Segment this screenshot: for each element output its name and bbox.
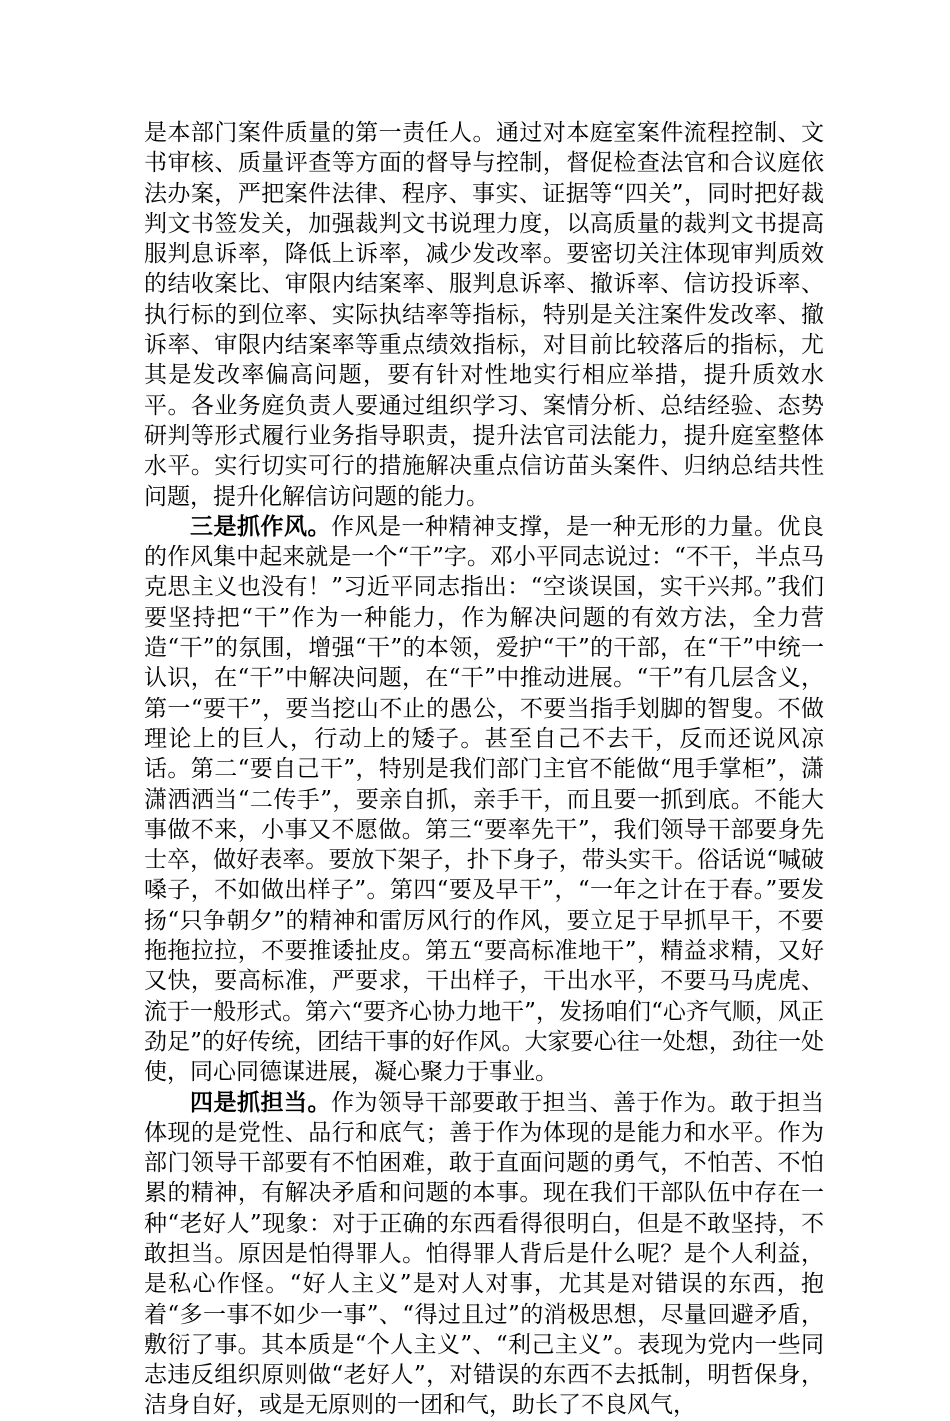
paragraph-3-text: 作为领导干部要敢于担当、善于作为。敢于担当体现的是党性、品行和底气；善于作为体现的是能力和水平。作为部门领导干部要有不怕困难，敢于直面问题的勇气，不怕苦、不怕累的精神，有解决矛盾和问题的本事。现在我们干部队伍中存在一种“老好人”现象：对于正确的东西看得很明白，但是不敢坚持，不敢担当。原因是怕得罪人。怕得罪人背后是什么呢？是个人利益，是私心作怪。“好人主义”是对人对事，尤其是对错误的东西，抱着“多一事不如少一事”、“得过且过”的消极思想，尽量回避矛盾，敷衍了事。其本质是“个人主义”、“利己主义”。表现为党内一些同志违反组织原则做“老好人”，对错误的东西不去抵制，明哲保身，洁身自好，或是无原则的一团和气，助长了不良风气， <box>144 1089 824 1419</box>
paragraph-1-text: 是本部门案件质量的第一责任人。通过对本庭室案件流程控制、文书审核、质量评查等方面的督导与控制，督促检查法官和合议庭依法办案，严把案件法律、程序、事实、证据等“四关”，同时把好裁判文书签发关，加强裁判文书说理力度，以高质量的裁判文书提高服判息诉率，降低上诉率，减少发改率。要密切关注体现审判质效的结收案比、审限内结案率、服判息诉率、撤诉率、信访投诉率、执行标的到位率、实际执结率等指标，特别是关注案件发改率、撤诉率、审限内结案率等重点绩效指标，对目前比较落后的指标，尤其是发改率偏高问题，要有针对性地实行相应举措，提升质效水平。各业务庭负责人要通过组织学习、案情分析、总结经验、态势研判等形式履行业务指导职责，提升法官司法能力，提升庭室整体水平。实行切实可行的措施解决重点信访苗头案件、归纳总结共性问题，提升化解信访问题的能力。 <box>144 120 824 510</box>
paragraph-2 <box>144 512 824 1088</box>
paragraph-2-text: 作风是一种精神支撑，是一种无形的力量。优良的作风集中起来就是一个“干”字。邓小平同志说过：“不干，半点马克思主义也没有！”习近平同志指出：“空谈误国，实干兴邦。”我们要坚持把“干”作为一种能力，作为解决问题的有效方法，全力营造“干”的氛围，增强“干”的本领，爱护“干”的干部，在“干”中统一认识，在“干”中解决问题，在“干”中推动进展。“干”有几层含义，第一“要干”，要当挖山不止的愚公，不要当指手划脚的智叟。不做理论上的巨人，行动上的矮子。甚至自己不去干，反而还说风凉话。第二“要自己干”，特别是我们部门主官不能做“甩手掌柜”，潇潇洒洒当“二传手”，要亲自抓，亲手干，而且要一抓到底。不能大事做不来，小事又不愿做。第三“要率先干”，我们领导干部要身先士卒，做好表率。要放下架子，扑下身子，带头实干。俗话说“喊破嗓子，不如做出样子”。第四“要及早干”，“一年之计在于春。”要发扬“只争朝夕”的精神和雷厉风行的作风，要立足于早抓早干，不要拖拖拉拉，不要推诿扯皮。第五“要高标准地干”，精益求精，又好又快，要高标准，严要求，干出样子，干出水平，不要马马虎虎、流于一般形式。第六“要齐心协力地干”，发扬咱们“心齐气顺，风正劲足”的好传统，团结干事的好作风。大家要心往一处想，劲往一处使，同心同德谋进展，凝心聚力于事业。 <box>144 513 824 1086</box>
paragraph-2-lead: 三是抓作风。 <box>190 513 331 540</box>
paragraph-3-lead: 四是抓担当。 <box>190 1089 331 1116</box>
paragraph-1 <box>144 118 824 512</box>
paragraph-3 <box>144 1088 824 1421</box>
document-body <box>144 118 824 1421</box>
